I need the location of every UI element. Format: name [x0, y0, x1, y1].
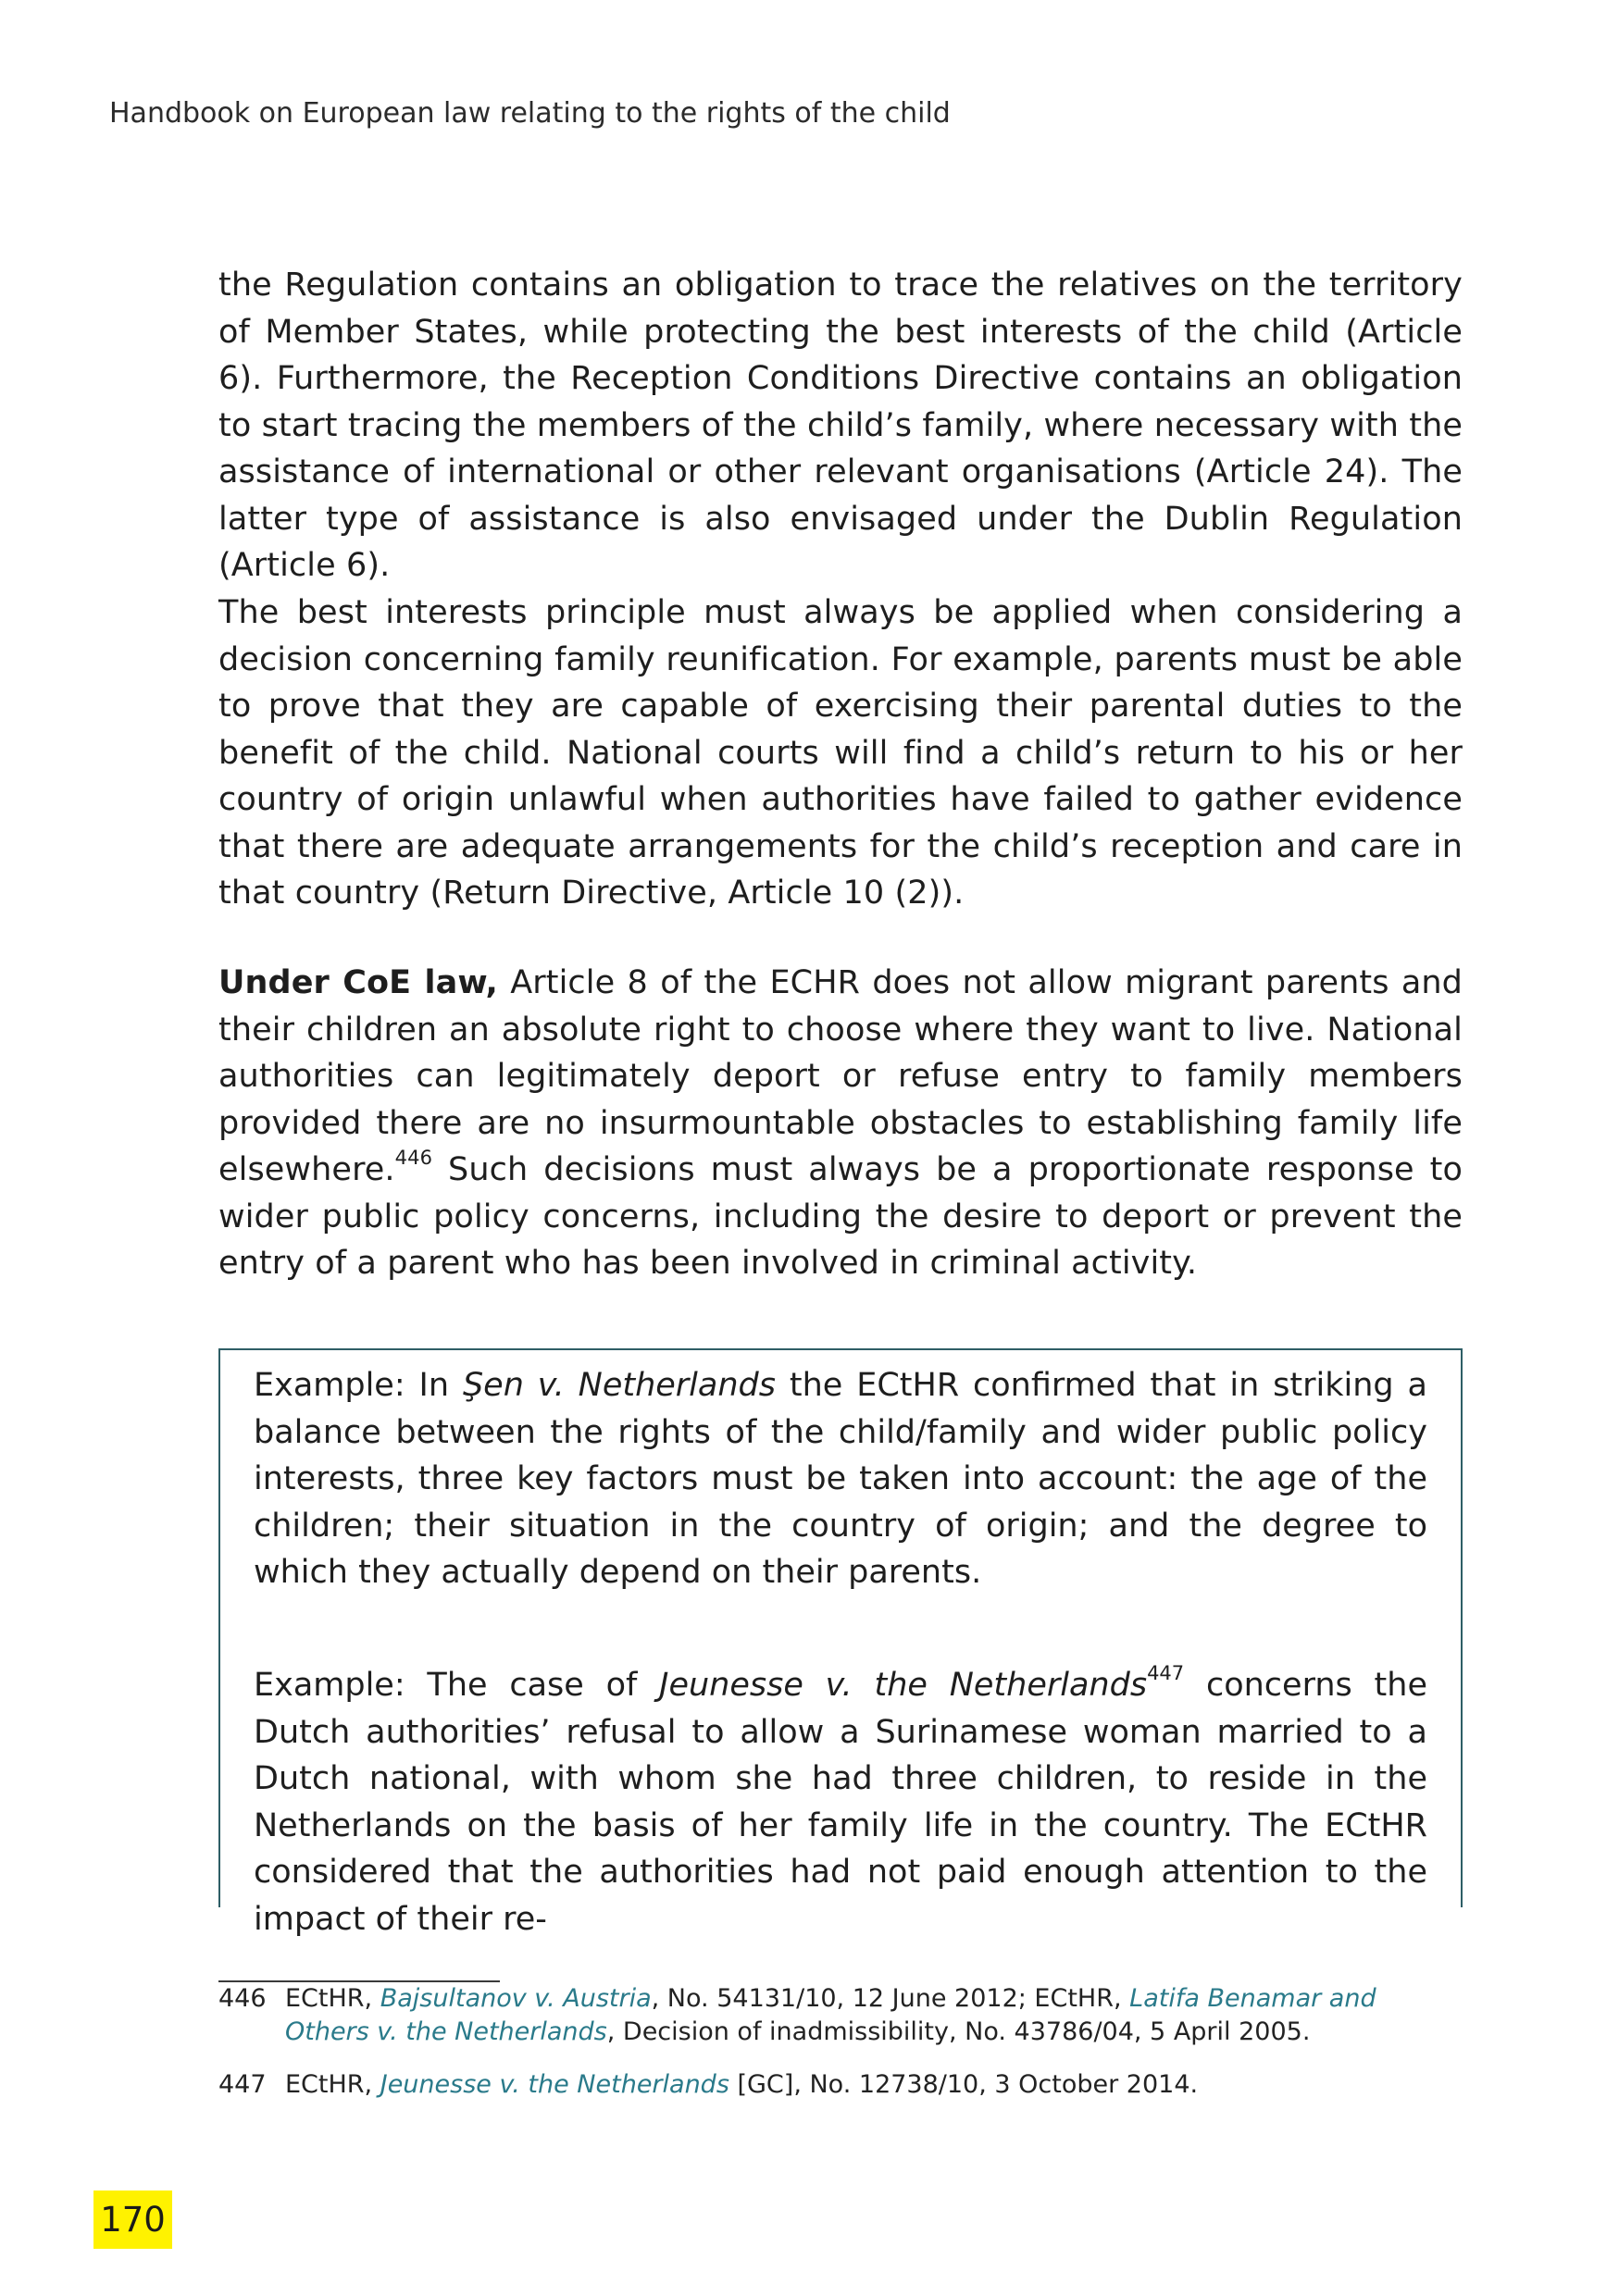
footnote-446-part1: ECtHR,: [285, 1984, 380, 2013]
example-2-prefix: Example: The case of: [254, 1667, 660, 1704]
body-paragraph-2: The best interests principle must always be applied when considering a decision concerning family reunification. For example, parents must be able to prove that they are capable of exercising their parental duties to the benefit of the child. National courts will find a child’s return to his or her country of origin unlawful when authorities have failed to gather evidence that there are adequate arrangements for the child’s reception and care in that country (Return Directive, Article 10 (2)).: [218, 594, 1463, 912]
footnote-446-part2: , No. 54131/10, 12 June 2012; ECtHR,: [651, 1984, 1130, 2013]
footnote-446: [218, 1982, 1463, 2049]
running-header: Handbook on European law relating to the rights of the child: [109, 97, 951, 130]
coe-law-lead: Under CoE law,: [218, 964, 498, 1001]
example-2-text: concerns the Dutch authorities’ refusal to allow a Surinamese woman married to a Dutch national, with whom she had three children, to reside in the Netherlands on the basis of her family life in the country. The ECtHR considered that the authorities had not paid enough attention to the impact of their re-: [254, 1667, 1428, 1938]
page-number: 170: [93, 2191, 172, 2249]
footnote-447-number: 447: [218, 2070, 267, 2099]
example-2-case-name: Jeunesse v. the Netherlands: [659, 1667, 1148, 1704]
body-paragraph-3: [218, 960, 1463, 1287]
link-jeunesse-v-netherlands[interactable]: Jeunesse v. the Netherlands: [380, 2070, 729, 2099]
footnote-447-part2: [GC], No. 12738/10, 3 October 2014.: [729, 2070, 1199, 2099]
footnote-447-text: [285, 2068, 1463, 2102]
footnote-446-part3: , Decision of inadmissibility, No. 43786/04, 5 April 2005.: [606, 2017, 1311, 2046]
paragraph-3-text-b: Such decisions must always be a proportionate response to wider public policy concerns, including the desire to deport or prevent the entry of a parent who has been involved in criminal activity.: [218, 1151, 1463, 1282]
example-jeunesse-v-netherlands: [254, 1662, 1427, 1942]
paragraph-3-text-a: Article 8 of the ECHR does not allow migrant parents and their children an absolute right to choose where they want to live. National authorities can legitimately deport or refuse entry to family members provided there are no insurmountable obstacles to establishing family life elsewhere.: [218, 964, 1463, 1188]
example-box: [218, 1348, 1463, 1938]
footnote-447: [218, 2068, 1463, 2102]
example-1-text: the ECtHR confirmed that in striking a balance between the rights of the child/family and wider public policy interests, three key factors must be taken into account: the age of the children; their situation in the country of origin; and the degree to which they actually depend on their parents.: [254, 1367, 1427, 1591]
footnote-446-number: 446: [218, 1984, 267, 2013]
body-paragraph-1: the Regulation contains an obligation to trace the relatives on the territory of Member States, while protecting the best interests of the child (Article 6). Furthermore, the Reception Conditions Directive contains an obligation to start tracing the members of the child’s family, where necessary with the assistance of international or other relevant organisations (Article 24). The latter type of assistance is also envisaged under the Dublin Regulation (Article 6).: [218, 267, 1463, 584]
footnote-446-text: [285, 1982, 1463, 2049]
example-sen-v-netherlands: [254, 1362, 1427, 1596]
footnote-447-part1: ECtHR,: [285, 2070, 380, 2099]
example-1-prefix: Example: In: [254, 1367, 463, 1404]
link-latifa-benamar[interactable]: Latifa Benamar and Others v. the Netherlands: [285, 1984, 1376, 2046]
footnote-ref-447[interactable]: 447: [1147, 1662, 1185, 1685]
footnote-ref-446[interactable]: 446: [394, 1147, 433, 1170]
example-1-case-name: Şen v. Netherlands: [462, 1367, 776, 1404]
link-bajsultanov-v-austria[interactable]: Bajsultanov v. Austria: [380, 1984, 652, 2013]
